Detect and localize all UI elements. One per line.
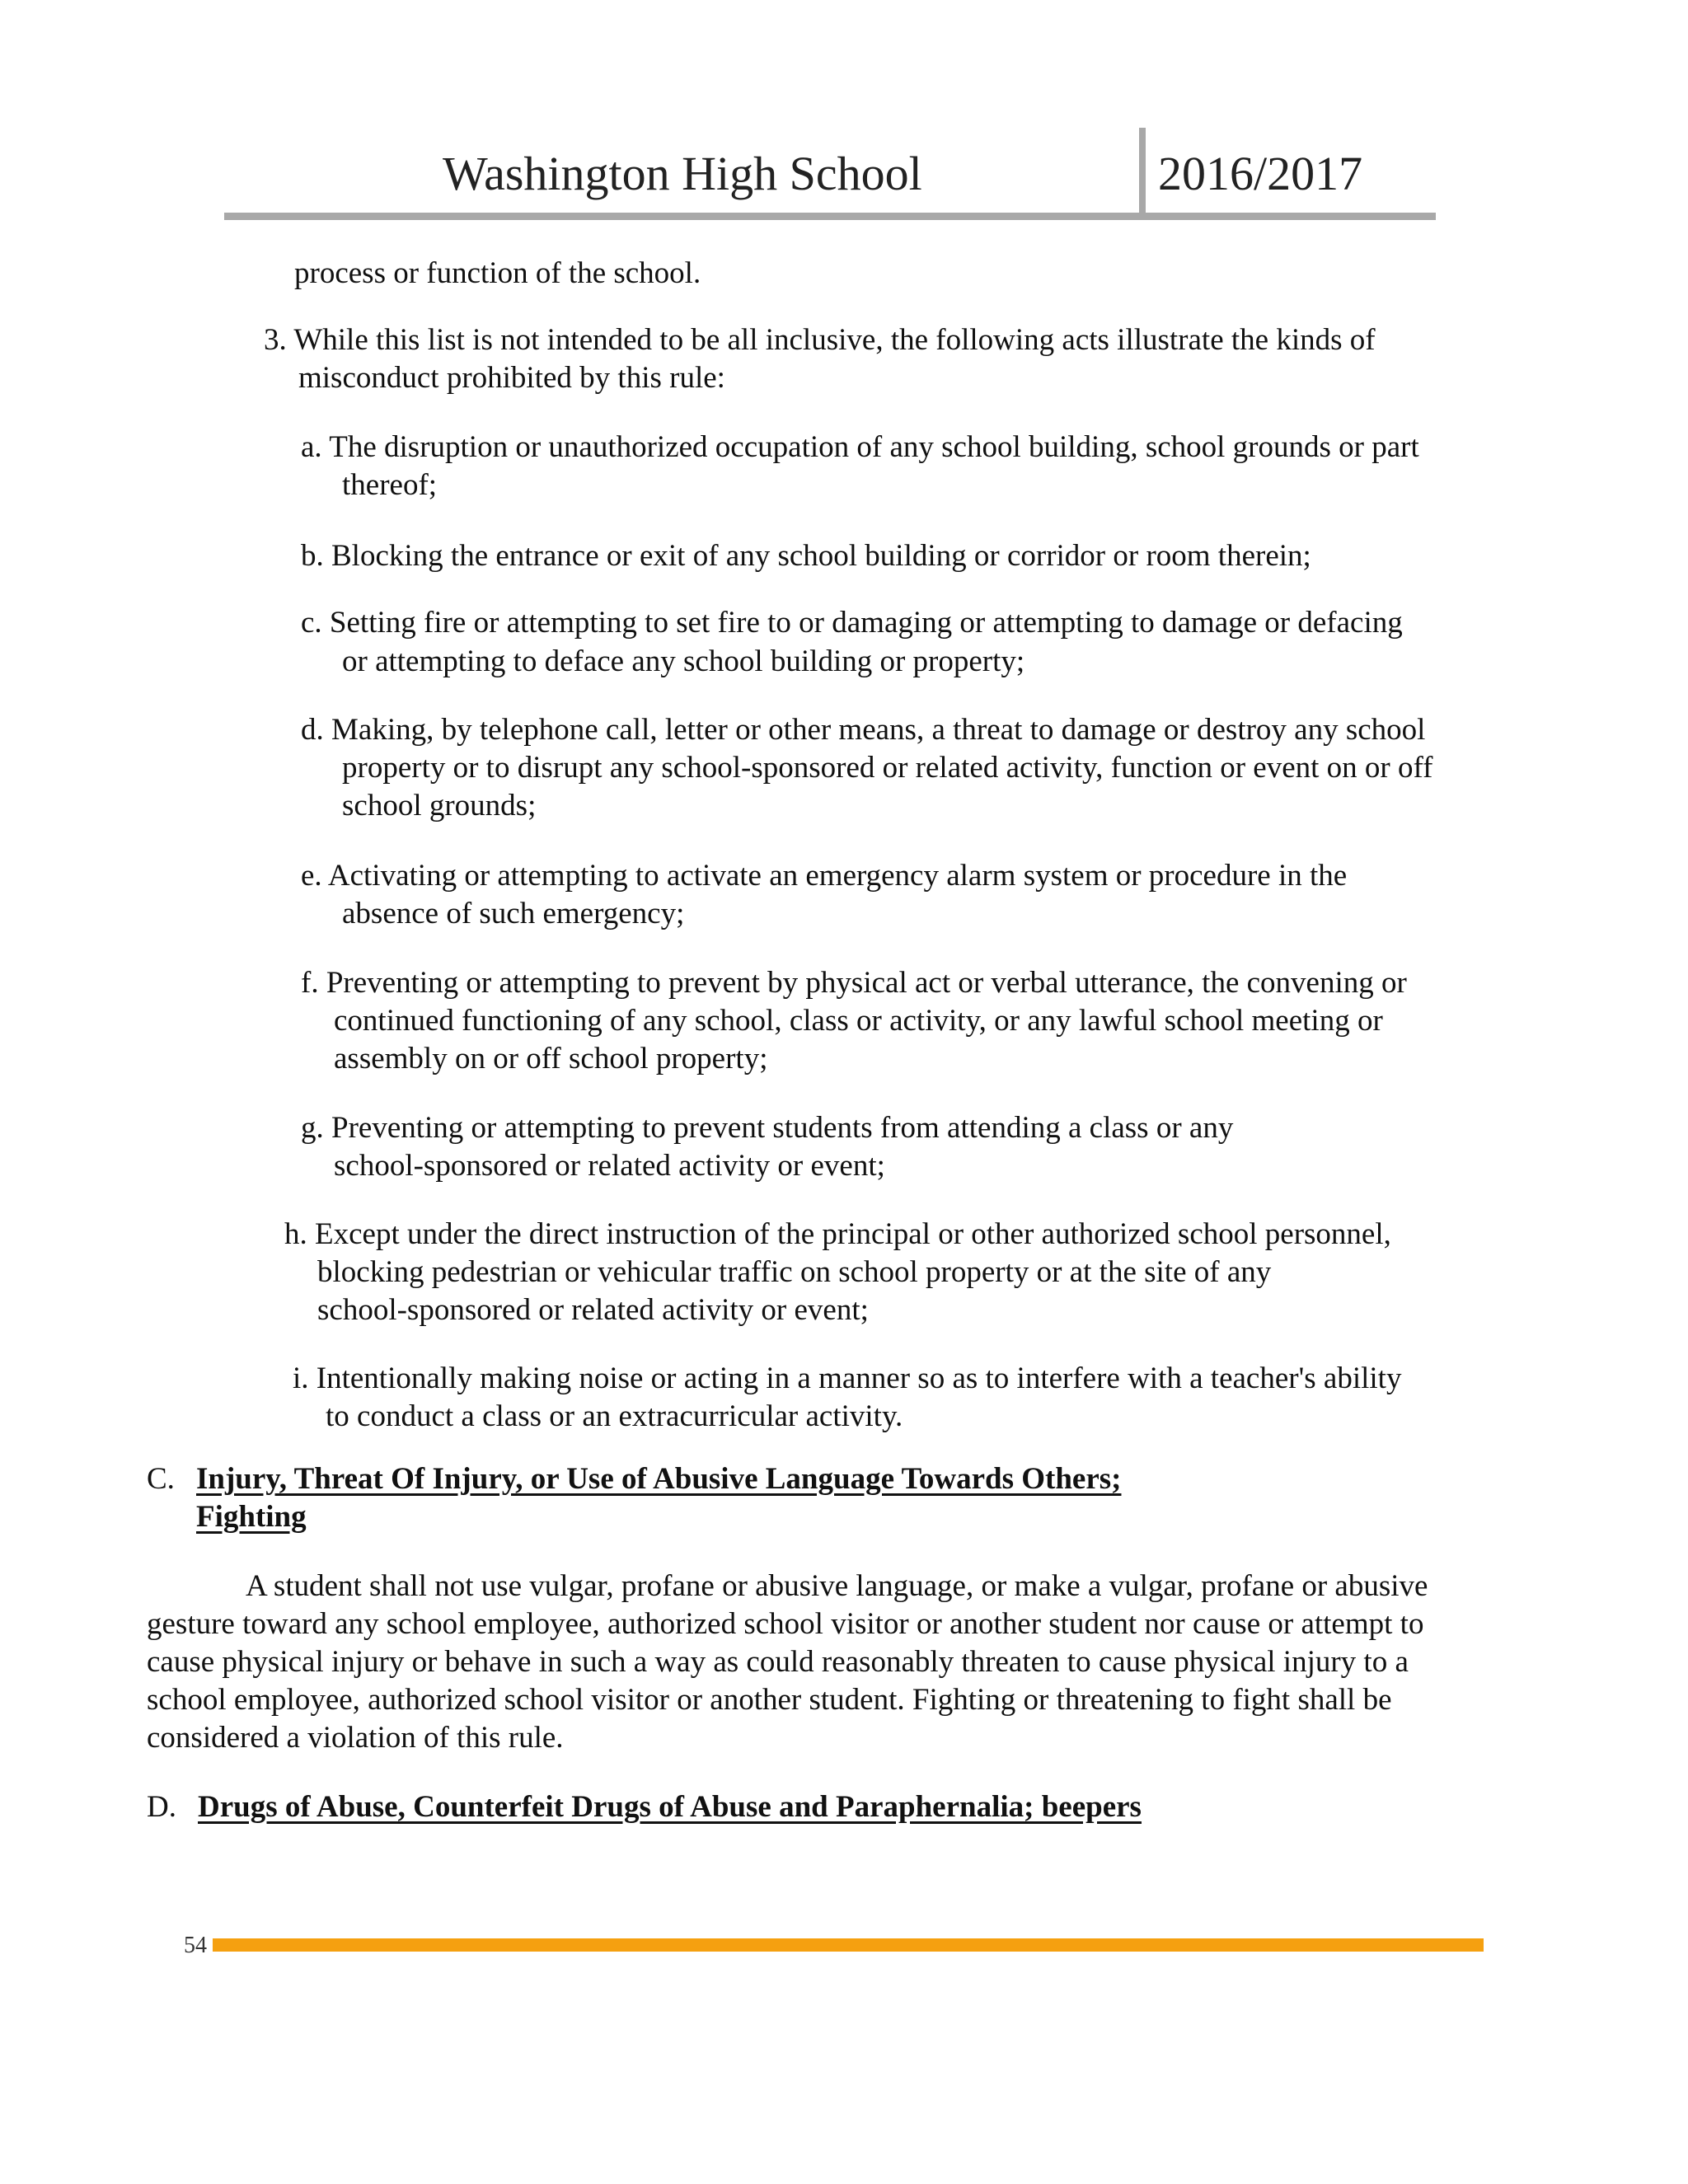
misconduct-item-h: school-sponsored or related activity or event; (317, 1293, 869, 1327)
misconduct-item-f: assembly on or off school property; (334, 1042, 768, 1076)
misconduct-item-d: d. Making, by telephone call, letter or other means, a threat to damage or destroy any school (301, 713, 1426, 747)
misconduct-item-i: i. Intentionally making noise or acting in a manner so as to interfere with a teacher's ability (293, 1361, 1402, 1395)
section-c-heading: Injury, Threat Of Injury, or Use of Abusive Language Towards Others; (196, 1462, 1122, 1496)
header-divider-vertical (1139, 128, 1146, 213)
list-item-3-line: 3. While this list is not intended to be all inclusive, the following acts illustrate the kinds of (264, 323, 1376, 357)
section-c-paragraph-line: considered a violation of this rule. (147, 1721, 564, 1755)
misconduct-item-h: h. Except under the direct instruction of the principal or other authorized school personnel, (284, 1217, 1391, 1251)
misconduct-item-g: g. Preventing or attempting to prevent students from attending a class or any (301, 1111, 1234, 1145)
misconduct-item-d: property or to disrupt any school-sponsored or related activity, function or event on or off (342, 751, 1433, 785)
header-school-name: Washington High School (443, 147, 922, 200)
section-c-paragraph-line: A student shall not use vulgar, profane or abusive language, or make a vulgar, profane or abusive (246, 1569, 1428, 1603)
section-c-paragraph-line: gesture toward any school employee, authorized school visitor or another student nor cause or attempt to (147, 1607, 1424, 1641)
misconduct-item-b: b. Blocking the entrance or exit of any school building or corridor or room therein; (301, 539, 1311, 573)
misconduct-item-f: f. Preventing or attempting to prevent by physical act or verbal utterance, the convening or (301, 966, 1407, 1000)
misconduct-item-e: absence of such emergency; (342, 897, 685, 930)
page-number: 54 (184, 1933, 207, 1958)
misconduct-item-a: a. The disruption or unauthorized occupation of any school building, school grounds or part (301, 430, 1419, 464)
list-item-3-line: misconduct prohibited by this rule: (298, 361, 725, 395)
misconduct-item-c: c. Setting fire or attempting to set fire to or damaging or attempting to damage or defacing (301, 606, 1403, 640)
section-d-heading: Drugs of Abuse, Counterfeit Drugs of Abuse and Paraphernalia; beepers (198, 1790, 1142, 1824)
section-c-paragraph-line: cause physical injury or behave in such a way as could reasonably threaten to cause physical injury to a (147, 1645, 1409, 1679)
header-rule (224, 213, 1436, 220)
page-header (224, 128, 1436, 220)
misconduct-item-i: to conduct a class or an extracurricular activity. (326, 1399, 903, 1433)
misconduct-item-e: e. Activating or attempting to activate an emergency alarm system or procedure in the (301, 859, 1348, 893)
section-c-letter: C. (147, 1462, 175, 1496)
misconduct-item-d: school grounds; (342, 789, 537, 823)
continuation-text: process or function of the school. (294, 256, 701, 290)
misconduct-item-g: school-sponsored or related activity or event; (334, 1149, 885, 1183)
section-c-heading: Fighting (196, 1500, 307, 1534)
footer-accent-bar (213, 1938, 1484, 1952)
section-c-paragraph-line: school employee, authorized school visitor or another student. Fighting or threatening to fight shall be (147, 1683, 1392, 1717)
misconduct-item-f: continued functioning of any school, class or activity, or any lawful school meeting or (334, 1004, 1383, 1038)
section-d-letter: D. (147, 1790, 176, 1824)
misconduct-item-h: blocking pedestrian or vehicular traffic on school property or at the site of any (317, 1255, 1272, 1289)
header-school-year: 2016/2017 (1158, 147, 1363, 200)
misconduct-item-a: thereof; (342, 468, 438, 502)
misconduct-item-c: or attempting to deface any school building or property; (342, 644, 1025, 678)
